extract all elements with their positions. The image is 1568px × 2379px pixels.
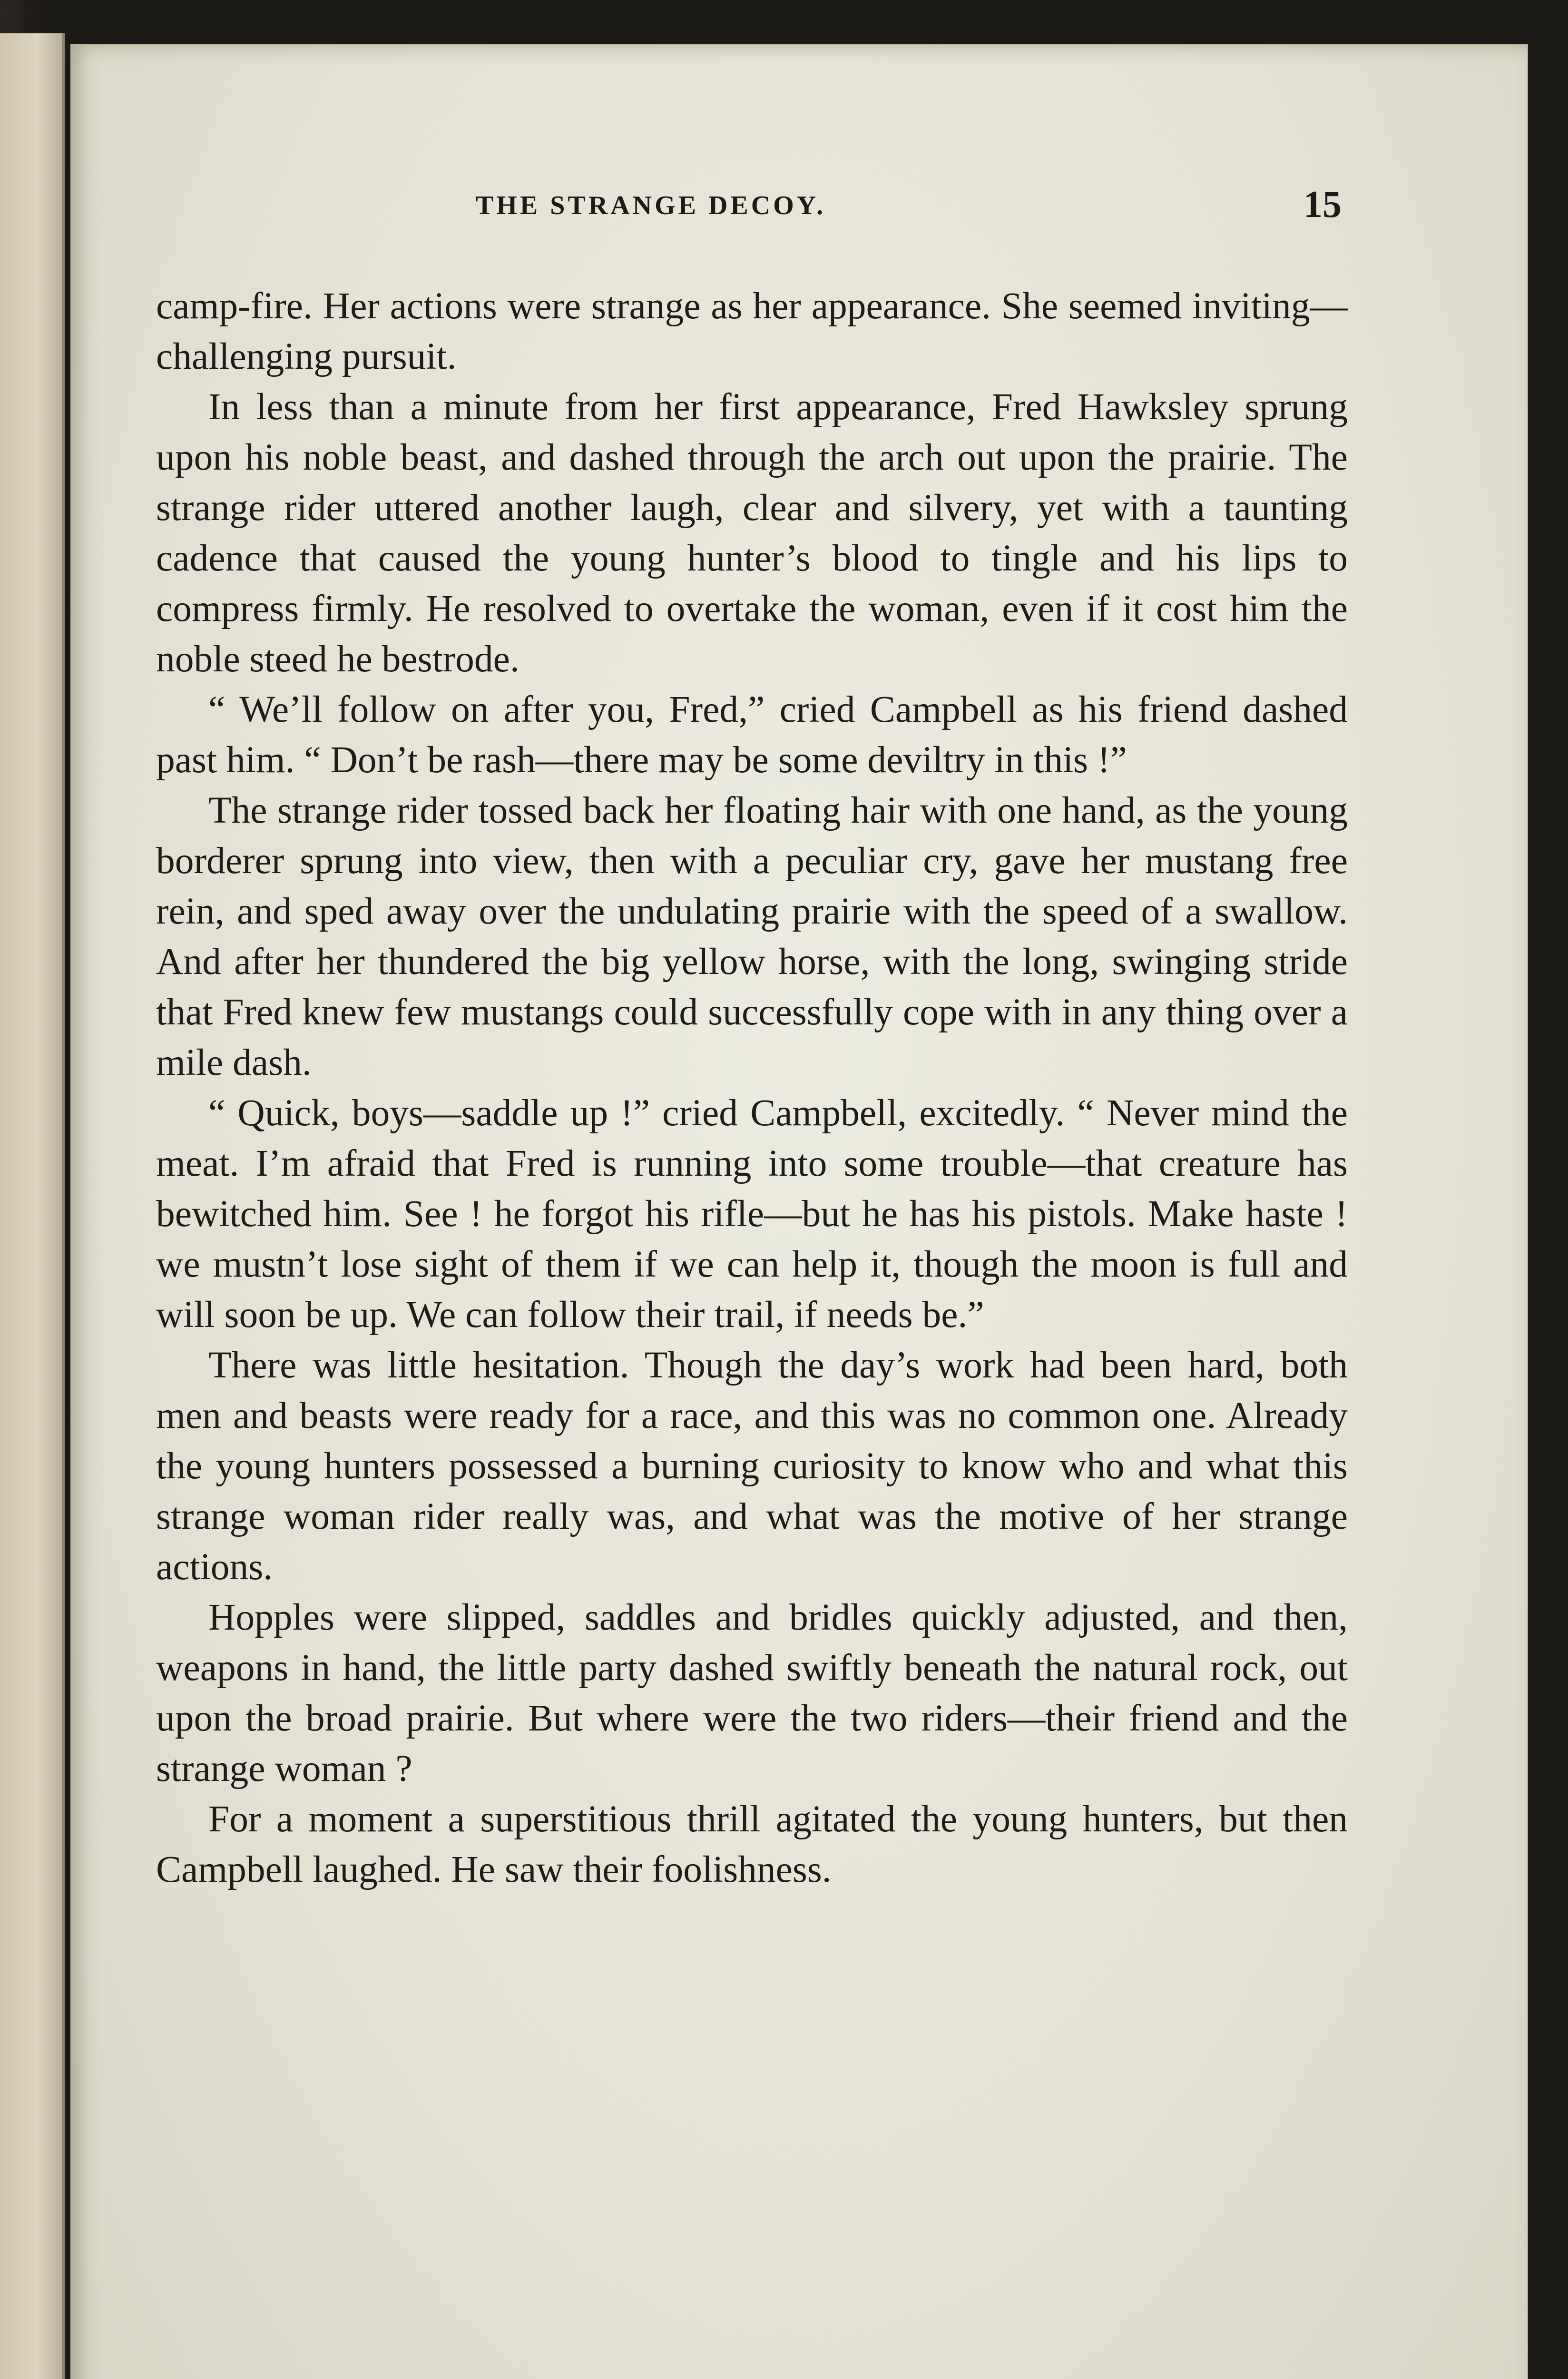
- page-number: 15: [1303, 184, 1342, 226]
- paragraph: Hopples were slipped, saddles and bridles quickly adjusted, and then, weapons in hand, the little party dashed swiftly beneath the natural rock, out upon the broad prairie. But where were the two riders—their friend and the strange woman ?: [156, 1596, 1348, 1789]
- paragraph: For a moment a superstitious thrill agitated the young hunters, but then Campbell laughed. He saw their foolishness.: [156, 1798, 1348, 1890]
- paragraph: “ We’ll follow on after you, Fred,” cried Campbell as his friend dashed past him. “ Don’t be rash—there may be some deviltry in this !”: [156, 688, 1348, 781]
- running-head: THE STRANGE DECOY.: [476, 191, 826, 220]
- paragraph: “ Quick, boys—saddle up !” cried Campbell, excitedly. “ Never mind the meat. I’m afraid that Fred is running into some trouble—that creature has bewitched him. See ! he forgot his rifle—but he has his pistols. Make haste ! we mustn’t lose sight of them if we can help it, though the moon is full and will soon be up. We can follow their trail, if needs be.”: [156, 1092, 1348, 1336]
- paragraph: In less than a minute from her first appearance, Fred Hawksley sprung upon his noble beast, and dashed through the arch out upon the prairie. The strange rider uttered another laugh, clear and silvery, yet with a taunting cadence that caused the young hunter’s blood to tingle and his lips to compress firmly. He resolved to overtake the woman, even if it cost him the noble steed he bestrode.: [156, 386, 1348, 680]
- paragraph: camp-fire. Her actions were strange as her appearance. She seemed inviting—challenging pursuit.: [156, 285, 1348, 377]
- previous-page-edge: [0, 33, 65, 2379]
- body-text: [156, 281, 1348, 1895]
- paragraph: There was little hesitation. Though the day’s work had been hard, both men and beasts were ready for a race, and this was no common one. Already the young hunters possessed a burning curiosity to know who and what this strange woman rider really was, and what was the motive of her strange actions.: [156, 1344, 1348, 1588]
- paragraph: The strange rider tossed back her floating hair with one hand, as the young borderer sprung into view, then with a peculiar cry, gave her mustang free rein, and sped away over the undulating prairie with the speed of a swallow. And after her thundered the big yellow horse, with the long, swinging stride that Fred knew few mustangs could successfully cope with in any thing over a mile dash.: [156, 789, 1348, 1083]
